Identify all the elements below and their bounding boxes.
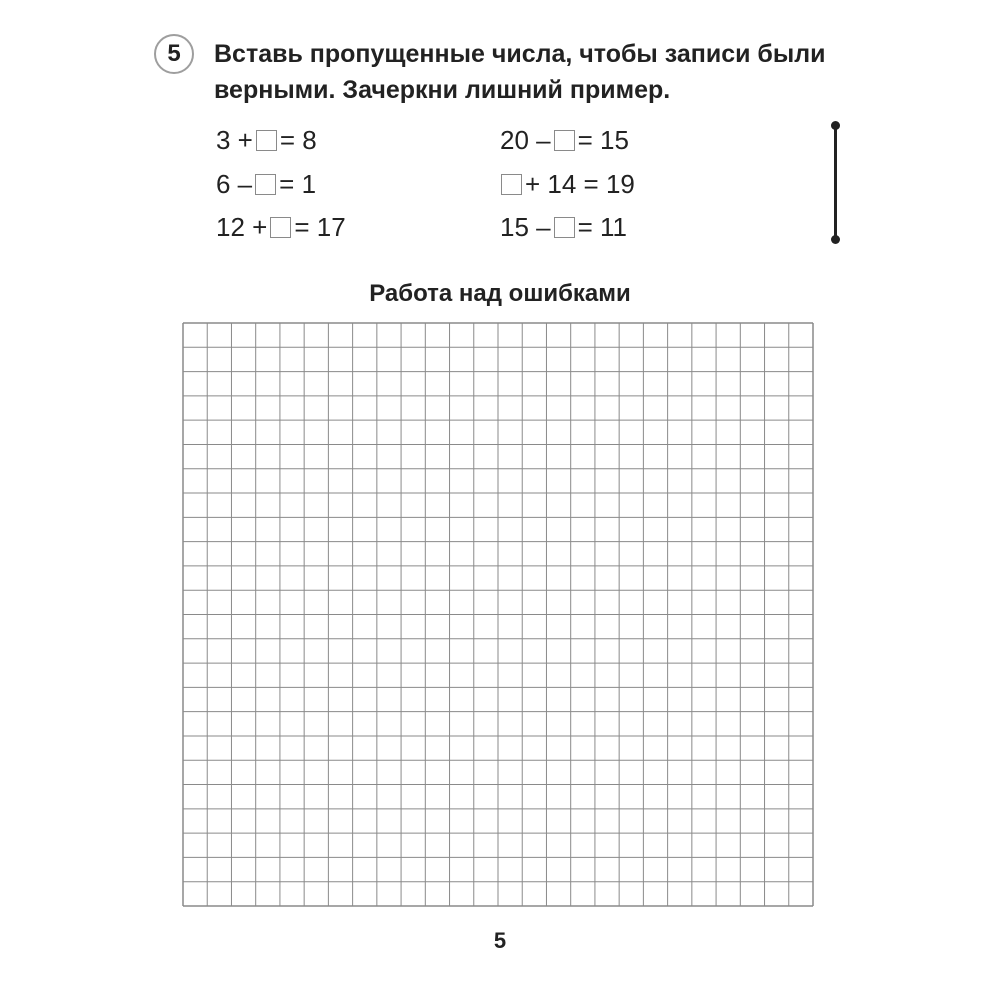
answer-box-1[interactable]: [256, 130, 277, 151]
answer-box-4[interactable]: [554, 130, 575, 151]
equation-6-left: 15 –: [500, 212, 551, 242]
section-title: Работа над ошибками: [369, 280, 631, 307]
answer-box-2[interactable]: [255, 174, 276, 195]
vertical-divider-line: [834, 126, 837, 240]
answer-box-5[interactable]: [501, 174, 522, 195]
equation-4: [500, 124, 629, 156]
instruction-line-2: верными. Зачеркни лишний пример.: [214, 76, 671, 104]
task-number-badge: [154, 34, 194, 74]
equation-3-right: = 17: [294, 212, 346, 242]
equation-5-right: + 14 = 19: [525, 169, 635, 199]
equation-1-left: 3 +: [216, 125, 253, 155]
task-instruction: [214, 36, 834, 108]
equation-1-right: = 8: [279, 125, 317, 155]
equation-4-left: 20 –: [500, 125, 551, 155]
answer-box-3[interactable]: [270, 217, 291, 238]
grid-svg: [182, 322, 814, 907]
page-number: 5: [493, 928, 507, 953]
task-number: 5: [167, 40, 181, 67]
equation-5: [498, 168, 635, 200]
equation-2: [216, 168, 316, 200]
equation-6-right: = 11: [577, 212, 628, 242]
divider-top-dot: [831, 121, 840, 130]
equation-2-right: = 1: [279, 169, 317, 199]
equation-2-left: 6 –: [216, 169, 253, 199]
equation-1: [216, 124, 317, 156]
equation-3-left: 12 +: [216, 212, 268, 242]
equation-4-right: = 15: [577, 125, 629, 155]
equation-3: [216, 211, 346, 243]
equation-6: [500, 211, 627, 243]
instruction-line-1: Вставь пропущенные числа, чтобы записи были: [214, 40, 826, 68]
answer-box-6[interactable]: [554, 217, 575, 238]
grid-paper[interactable]: [182, 322, 814, 907]
divider-bottom-dot: [831, 235, 840, 244]
